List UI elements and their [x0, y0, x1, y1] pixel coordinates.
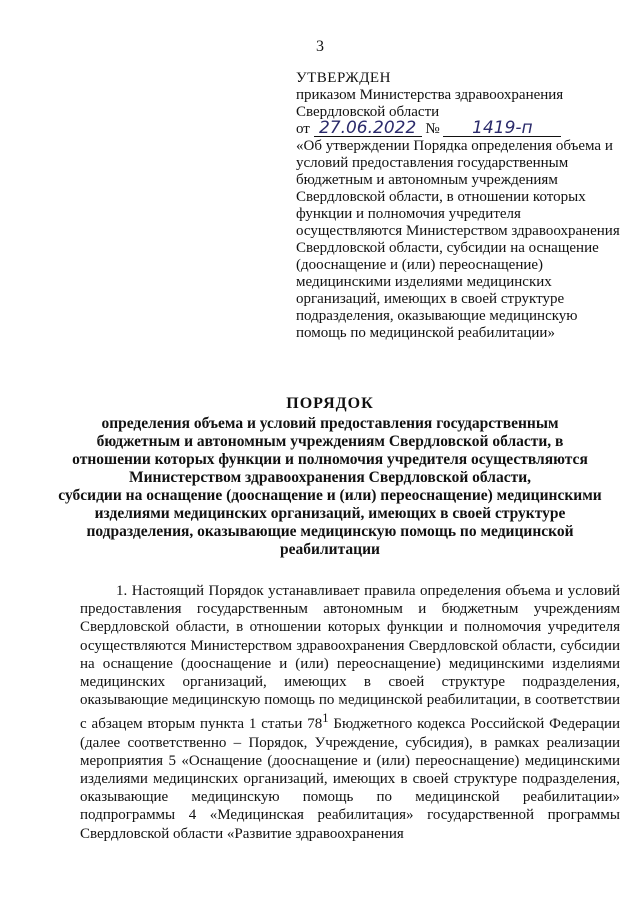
document-heading — [40, 395, 620, 559]
paragraph-text-part1: 1. Настоящий Порядок устанавливает правила определения объема и условий предоставления государственным автономным и бюджетным учреждениям Свердловской области, в отношении которых функции и полномочия учредителя осуществляются Министерством здравоохранения Свердловской области, субсидии на оснащение (дооснащение и (или) переоснащение) медицинскими изделиями медицинских организаций, имеющих в своей структуре подразделения, оказывающие медицинскую помощь по медицинской реабилитации, в соответствии с абзацем вторым пункта 1 статьи 78 — [80, 583, 620, 733]
approval-line-region: Свердловской области — [296, 104, 440, 120]
heading-line: отношении которых функции и полномочия учредителя осуществляются — [72, 451, 588, 468]
heading-line: определения объема и условий предоставления государственным — [101, 415, 559, 432]
heading-line: реабилитации — [280, 541, 380, 558]
heading-title: ПОРЯДОК — [286, 395, 374, 412]
number-label: № — [425, 121, 440, 137]
heading-line: подразделения, оказывающие медицинскую помощь по медицинской — [86, 523, 574, 540]
approval-title: УТВЕРЖДЕН — [296, 70, 391, 86]
page-number: 3 — [316, 38, 324, 55]
approval-block — [296, 70, 626, 342]
handwritten-number: 1419-п — [443, 121, 561, 137]
article-superscript: 1 — [322, 711, 329, 726]
heading-line: изделиями медицинских организаций, имеющих в своей структуре — [94, 505, 566, 522]
heading-line: Министерством здравоохранения Свердловской области, — [129, 469, 531, 486]
heading-line: бюджетным и автономным учреждениям Свердловской области, в — [96, 433, 564, 450]
approval-date-number — [296, 118, 626, 138]
approval-subject: «Об утверждении Порядка определения объема и условий предоставления государственным бюджетным и автономным учреждениям Свердловской области, в отношении которых функции и полномочия учредителя осуществляются Министерством здравоохранения Свердловской области, субсидии на оснащение (дооснащение и (или) переоснащение) медицинскими изделиями медицинских организаций, имеющих в своей структуре подразделения, оказывающие медицинскую помощь по медицинской реабилитации» — [296, 138, 620, 341]
from-label: от — [296, 121, 310, 137]
handwritten-date: 27.06.2022 — [314, 121, 422, 137]
heading-line: субсидии на оснащение (дооснащение и (или) переоснащение) медицинскими — [58, 487, 602, 504]
paragraph-text-part2: Бюджетного кодекса Российской Федерации (далее соответственно – Порядок, Учреждение, субсидия), в рамках реализации мероприятия 5 «Оснащение (дооснащение и (или) переоснащение) медицинскими изделиями медицинских организаций, имеющих в своей структуре подразделения, оказывающие медицинскую помощь по медицинской реабилитации» подпрограммы 4 «Медицинская реабилитация» государственной программы Свердловской области «Развитие здравоохранения — [80, 716, 620, 842]
approval-line-ministry: приказом Министерства здравоохранения — [296, 87, 564, 103]
paragraph-1 — [80, 582, 620, 843]
